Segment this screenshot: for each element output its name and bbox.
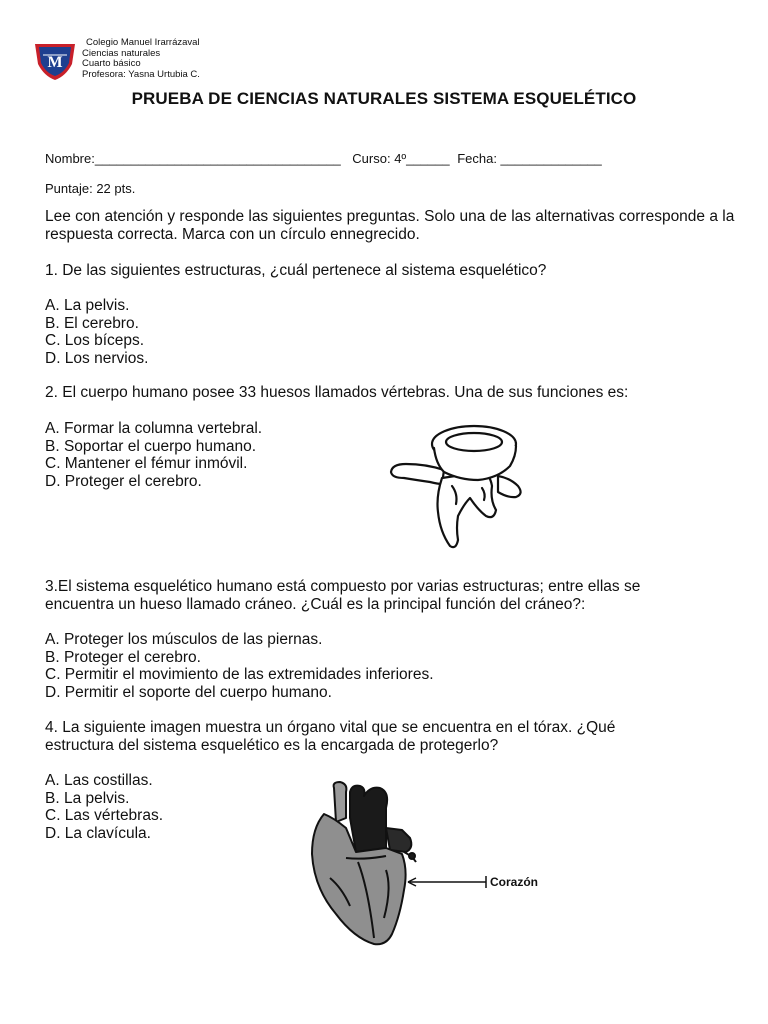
question-3-options bbox=[45, 631, 434, 701]
question-4-line2: estructura del sistema esquelético es la encargada de protegerlo? bbox=[45, 737, 499, 754]
instructions: Lee con atención y responde las siguientes preguntas. Solo una de las alternativas corresponde a la respuesta correcta. Marca con un círculo ennegrecido. bbox=[45, 208, 735, 243]
option[interactable]: B. El cerebro. bbox=[45, 314, 139, 332]
heart-label: Corazón bbox=[490, 875, 538, 889]
subject: Ciencias naturales bbox=[82, 47, 161, 59]
option[interactable]: C. Las vértebras. bbox=[45, 807, 164, 824]
teacher: Profesora: Yasna Urtubia C. bbox=[82, 68, 200, 80]
option[interactable]: B. Proteger el cerebro. bbox=[45, 648, 201, 666]
option[interactable]: A. La pelvis. bbox=[45, 297, 130, 314]
option[interactable]: A. Las costillas. bbox=[45, 772, 153, 789]
school-info bbox=[82, 38, 200, 80]
name-field[interactable]: Nombre:__________________________________ bbox=[45, 151, 341, 166]
logo-letters: M bbox=[47, 54, 63, 71]
option[interactable]: A. Proteger los músculos de las piernas. bbox=[45, 631, 323, 648]
question-2-options bbox=[45, 420, 262, 490]
option[interactable]: A. Formar la columna vertebral. bbox=[45, 420, 263, 437]
page-title: PRUEBA DE CIENCIAS NATURALES SISTEMA ESQUELÉTICO bbox=[131, 89, 637, 108]
option[interactable]: C. Los bíceps. bbox=[45, 332, 145, 349]
school-name: Colegio Manuel Irarrázaval bbox=[86, 37, 200, 48]
question-2: 2. El cuerpo humano posee 33 huesos llamados vértebras. Una de sus funciones es: bbox=[45, 384, 629, 401]
option[interactable]: B. La pelvis. bbox=[45, 789, 130, 807]
question-4-options bbox=[45, 772, 163, 842]
grade: Cuarto básico bbox=[82, 58, 141, 69]
vertebra-illustration bbox=[386, 420, 526, 550]
option[interactable]: C. Permitir el movimiento de las extremidades inferiores. bbox=[45, 666, 434, 683]
student-fields bbox=[45, 151, 602, 166]
course-field[interactable]: Curso: 4º______ bbox=[352, 151, 450, 166]
school-logo bbox=[32, 40, 78, 82]
option[interactable]: D. La clavícula. bbox=[45, 824, 151, 842]
score: Puntaje: 22 pts. bbox=[45, 181, 136, 196]
option[interactable]: D. Los nervios. bbox=[45, 349, 149, 367]
question-3-line2: encuentra un hueso llamado cráneo. ¿Cuál es la principal función del cráneo?: bbox=[45, 596, 586, 613]
option[interactable]: C. Mantener el fémur inmóvil. bbox=[45, 455, 248, 472]
question-4-line1: 4. La siguiente imagen muestra un órgano vital que se encuentra en el tórax. ¿Qué bbox=[45, 719, 616, 736]
question-1: 1. De las siguientes estructuras, ¿cuál pertenece al sistema esquelético? bbox=[45, 262, 547, 279]
option[interactable]: D. Permitir el soporte del cuerpo humano. bbox=[45, 683, 332, 701]
date-field[interactable]: Fecha: ______________ bbox=[457, 151, 602, 166]
option[interactable]: D. Proteger el cerebro. bbox=[45, 472, 202, 490]
heart-illustration bbox=[300, 778, 550, 948]
option[interactable]: B. Soportar el cuerpo humano. bbox=[45, 437, 257, 455]
question-3-line1: 3.El sistema esquelético humano está compuesto por varias estructuras; entre ellas se bbox=[45, 578, 641, 595]
question-1-options bbox=[45, 297, 148, 367]
